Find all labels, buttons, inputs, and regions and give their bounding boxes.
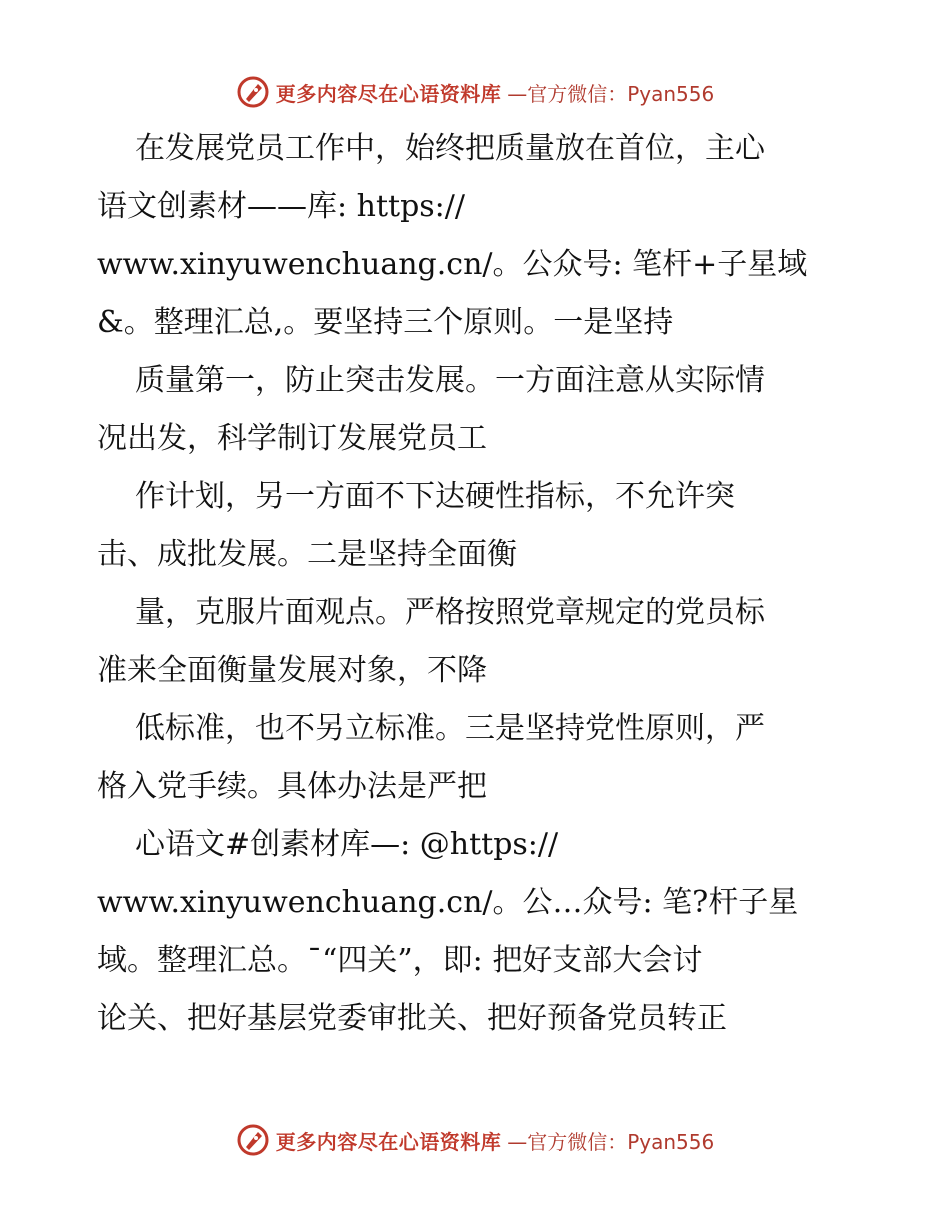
- header-watermark-text: 更多内容尽在心语资料库: [275, 81, 502, 106]
- pen-nib-logo-icon: [236, 75, 270, 109]
- body-line: 低标准，也不另立标准。三是坚持党性原则，严: [135, 711, 765, 746]
- body-line: 心语文#创素材库—: @https://: [135, 827, 559, 862]
- body-line: 作计划，另一方面不下达硬性指标，不允许突: [135, 479, 735, 514]
- body-line: 格入党手续。具体办法是严把: [97, 769, 487, 804]
- document-body: [97, 120, 867, 1048]
- body-line: 况出发，科学制订发展党员工: [97, 421, 487, 456]
- body-line: 量，克服片面观点。严格按照党章规定的党员标: [135, 595, 765, 630]
- header-watermark: [0, 72, 950, 112]
- body-line: &。整理汇总,。要坚持三个原则。一是坚持: [97, 305, 674, 340]
- body-line: www.xinyuwenchuang.cn/。公众号: 笔杆+子星域: [97, 247, 808, 282]
- header-watermark-contact: —官方微信：Pyan556: [507, 81, 715, 106]
- footer-watermark-contact: —官方微信：Pyan556: [507, 1129, 715, 1154]
- body-line: 论关、把好基层党委审批关、把好预备党员转正: [97, 1001, 727, 1036]
- body-line: 在发展党员工作中，始终把质量放在首位，主心: [135, 131, 765, 166]
- body-line: 击、成批发展。二是坚持全面衡: [97, 537, 517, 572]
- body-line: 质量第一，防止突击发展。一方面注意从实际情: [135, 363, 765, 398]
- body-line: 域。整理汇总。¯“四关”，即: 把好支部大会讨: [97, 943, 703, 978]
- footer-watermark-text: 更多内容尽在心语资料库: [275, 1129, 502, 1154]
- pen-nib-logo-icon: [236, 1123, 270, 1157]
- body-line: www.xinyuwenchuang.cn/。公…众号: 笔?杆子星: [97, 885, 799, 920]
- body-line: 准来全面衡量发展对象，不降: [97, 653, 487, 688]
- footer-watermark: [0, 1120, 950, 1160]
- body-line: 语文创素材——库: https://: [97, 189, 465, 224]
